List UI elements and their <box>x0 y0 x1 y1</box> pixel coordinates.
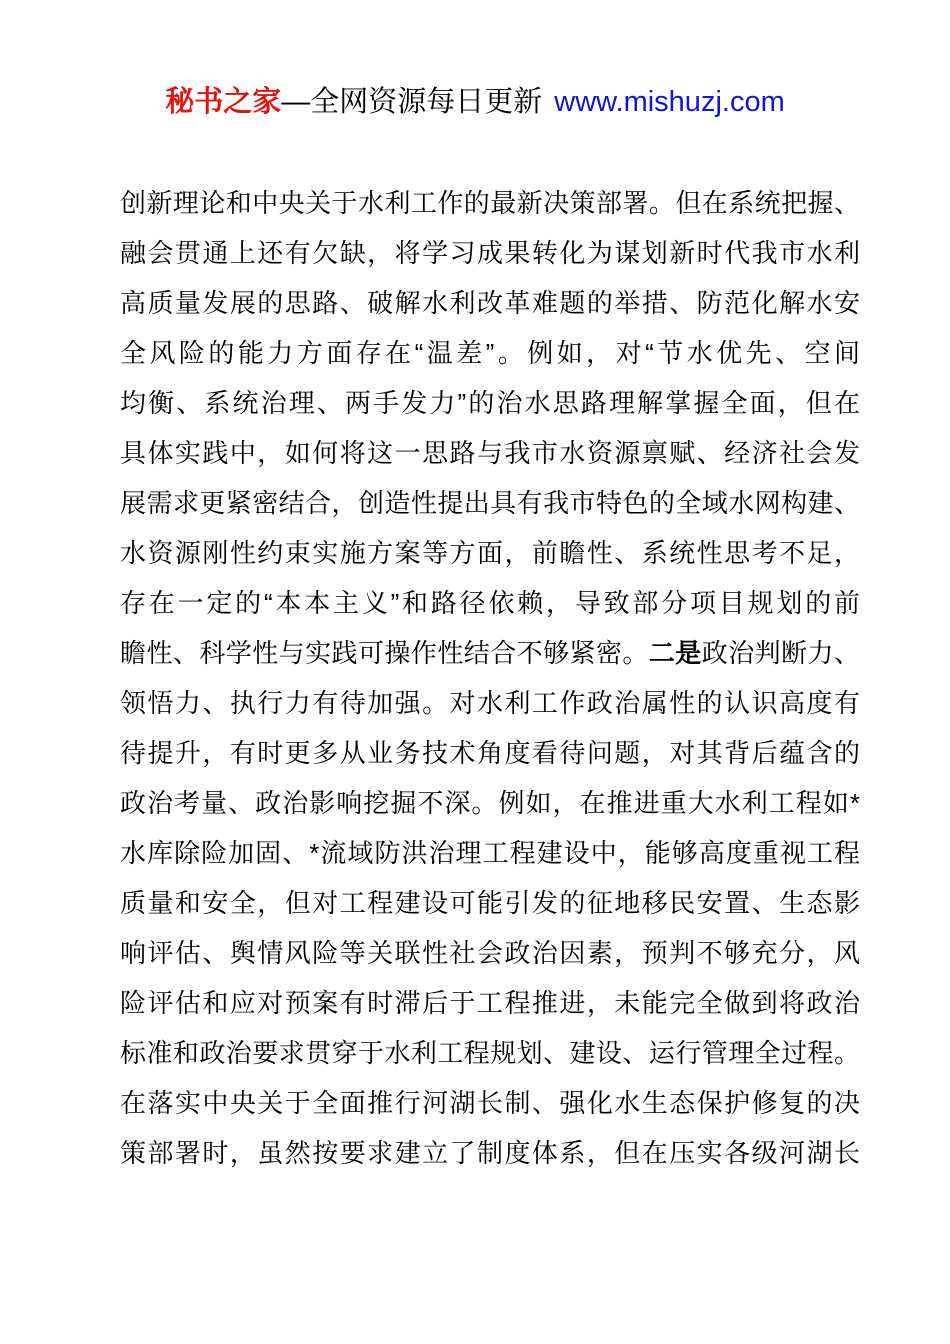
body-line-7 <box>120 478 860 528</box>
body-line-17 <box>120 978 860 1028</box>
line-text: 均衡、系统治理、两手发力”的治水思路理解掌握全面，但在 <box>120 388 860 418</box>
body-line-19 <box>120 1078 860 1128</box>
line-text: 待提升，有时更多从业务技术角度看待问题，对其背后蕴含的 <box>120 738 860 768</box>
body-line-14 <box>120 828 860 878</box>
line-text: 领悟力、执行力有待加强。对水利工作政治属性的认识高度有 <box>120 688 860 718</box>
line-text: 水资源刚性约束实施方案等方面，前瞻性、系统性思考不足， <box>120 538 860 568</box>
line-text: 政治考量、政治影响挖掘不深。例如，在推进重大水利工程如* <box>120 788 860 818</box>
body-line-8 <box>120 528 860 578</box>
body-line-16 <box>120 928 860 978</box>
body-line-1 <box>120 178 860 228</box>
body-line-6 <box>120 428 860 478</box>
dash-separator: — <box>281 86 311 118</box>
body-line-11 <box>120 678 860 728</box>
line-text: 融会贯通上还有欠缺，将学习成果转化为谋划新时代我市水利 <box>120 238 860 268</box>
body-line-10 <box>120 628 860 678</box>
line-text: 策部署时，虽然按要求建立了制度体系，但在压实各级河湖长 <box>120 1138 860 1168</box>
body-paragraph <box>120 178 860 1178</box>
line-text: 险评估和应对预案有时滞后于工程推进，未能完全做到将政治 <box>120 988 860 1018</box>
line-text: 存在一定的“本本主义”和路径依赖，导致部分项目规划的前 <box>120 588 860 618</box>
line-text: 全风险的能力方面存在“温差”。例如，对“节水优先、空间 <box>120 338 860 368</box>
page-header <box>0 84 950 120</box>
line-text: 响评估、舆情风险等关联性社会政治因素，预判不够充分，风 <box>120 938 860 968</box>
line-text: 具体实践中，如何将这一思路与我市水资源禀赋、经济社会发 <box>120 438 860 468</box>
line-text: 高质量发展的思路、破解水利改革难题的举措、防范化解水安 <box>120 288 860 318</box>
line-text: 在落实中央关于全面推行河湖长制、强化水生态保护修复的决 <box>120 1088 860 1118</box>
line-text: 政治判断力、 <box>701 638 860 668</box>
line-text: 创新理论和中央关于水利工作的最新决策部署。但在系统把握、 <box>120 188 860 218</box>
site-name: 秘书之家 <box>165 86 282 118</box>
body-line-3 <box>120 278 860 328</box>
line-text: 标准和政治要求贯穿于水利工程规划、建设、运行管理全过程。 <box>120 1038 860 1068</box>
body-line-5 <box>120 378 860 428</box>
site-url: www.mishuzj.com <box>554 86 785 118</box>
line-text: 水库除险加固、*流域防洪治理工程建设中，能够高度重视工程 <box>120 838 860 868</box>
body-line-9 <box>120 578 860 628</box>
site-tagline: 全网资源每日更新 <box>310 86 543 118</box>
body-line-20 <box>120 1128 860 1178</box>
body-line-15 <box>120 878 860 928</box>
body-line-4 <box>120 328 860 378</box>
body-line-12 <box>120 728 860 778</box>
line-bold-text: 二是 <box>648 638 702 668</box>
body-line-18 <box>120 1028 860 1078</box>
line-text: 展需求更紧密结合，创造性提出具有我市特色的全域水网构建、 <box>120 488 860 518</box>
body-line-2 <box>120 228 860 278</box>
line-text: 质量和安全，但对工程建设可能引发的征地移民安置、生态影 <box>120 888 860 918</box>
body-line-13 <box>120 778 860 828</box>
line-text: 瞻性、科学性与实践可操作性结合不够紧密。 <box>120 638 649 668</box>
